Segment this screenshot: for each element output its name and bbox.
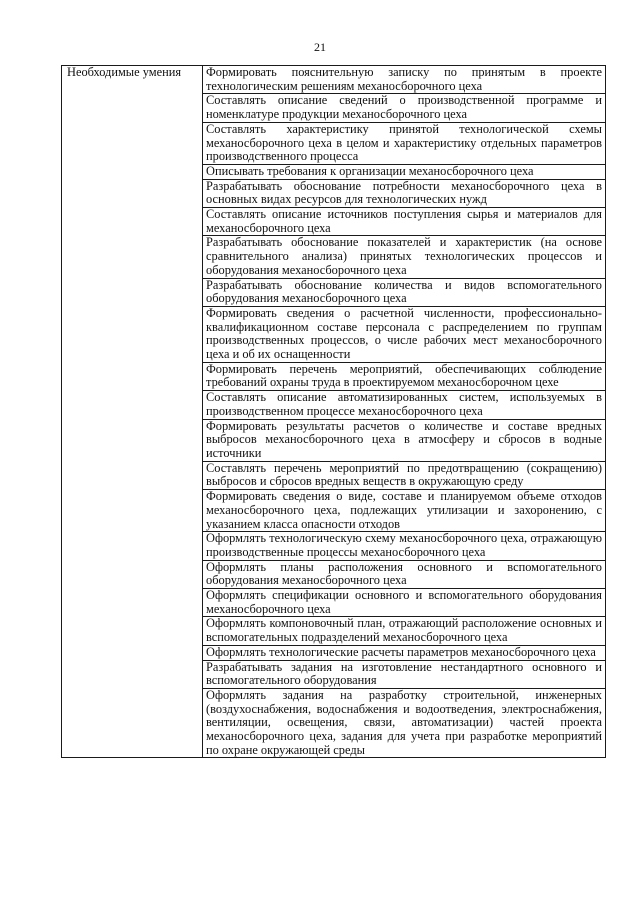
- skill-item: Оформлять технологические расчеты параметров механосборочного цеха: [203, 645, 606, 660]
- skill-item: Разрабатывать обоснование потребности механосборочного цеха в основных видах ресурсов для технологических нужд: [203, 179, 606, 207]
- skill-item: Описывать требования к организации механосборочного цеха: [203, 164, 606, 179]
- skill-item: Оформлять компоновочный план, отражающий расположение основных и вспомогательных подразделений механосборочного цеха: [203, 617, 606, 645]
- skill-item: Оформлять планы расположения основного и вспомогательного оборудования механосборочного цеха: [203, 560, 606, 588]
- table-row: [62, 66, 606, 94]
- skill-item: Составлять описание сведений о производственной программе и номенклатуре продукции механосборочного цеха: [203, 94, 606, 122]
- skill-item: Оформлять задания на разработку строительной, инженерных (воздухоснабжения, водоснабжения и водоотведения, электроснабжения, вентиляции, освещения, связи, автоматизации) частей проекта механосборочного цеха, задания для учета при разработке мероприятий по охране окружающей среды: [203, 688, 606, 758]
- skill-item: Оформлять спецификации основного и вспомогательного оборудования механосборочного цеха: [203, 589, 606, 617]
- skill-item: Формировать результаты расчетов о количестве и составе вредных выбросов механосборочного цеха в атмосферу и сбросов в водные источники: [203, 419, 606, 461]
- section-label-cell: [62, 66, 203, 758]
- skill-item: Оформлять технологическую схему механосборочного цеха, отражающую производственные процессы механосборочного цеха: [203, 532, 606, 560]
- page-number: 21: [314, 40, 326, 54]
- skill-item: Разрабатывать задания на изготовление нестандартного основного и вспомогательного оборудования: [203, 660, 606, 688]
- skill-item: Составлять перечень мероприятий по предотвращению (сокращению) выбросов и сбросов вредных веществ в окружающую среду: [203, 461, 606, 489]
- skill-item: Составлять описание автоматизированных систем, используемых в производственном процессе механосборочного цеха: [203, 391, 606, 419]
- skills-table: [61, 65, 606, 758]
- skill-item: Разрабатывать обоснование количества и видов вспомогательного оборудования механосборочного цеха: [203, 278, 606, 306]
- skill-item: Формировать перечень мероприятий, обеспечивающих соблюдение требований охраны труда в проектируемом механосборочном цехе: [203, 362, 606, 390]
- skill-item: Формировать сведения о расчетной численности, профессионально-квалификационном составе персонала с распределением по группам производственных процессов, о числе рабочих мест механосборочного цеха и об их оснащенности: [203, 306, 606, 362]
- skill-item: Составлять характеристику принятой технологической схемы механосборочного цеха в целом и характеристику отдельных параметров производственного процесса: [203, 122, 606, 164]
- section-label: Необходимые умения: [67, 65, 182, 79]
- skill-item: Разрабатывать обоснование показателей и характеристик (на основе сравнительного анализа) принятых технологических процессов и оборудования механосборочного цеха: [203, 236, 606, 278]
- skill-item: Составлять описание источников поступления сырья и материалов для механосборочного цеха: [203, 208, 606, 236]
- skill-item: Формировать пояснительную записку по принятым в проекте технологическим решениям механосборочного цеха: [203, 66, 606, 94]
- skill-item: Формировать сведения о виде, составе и планируемом объеме отходов механосборочного цеха, подлежащих утилизации и захоронению, с указанием класса опасности отходов: [203, 490, 606, 532]
